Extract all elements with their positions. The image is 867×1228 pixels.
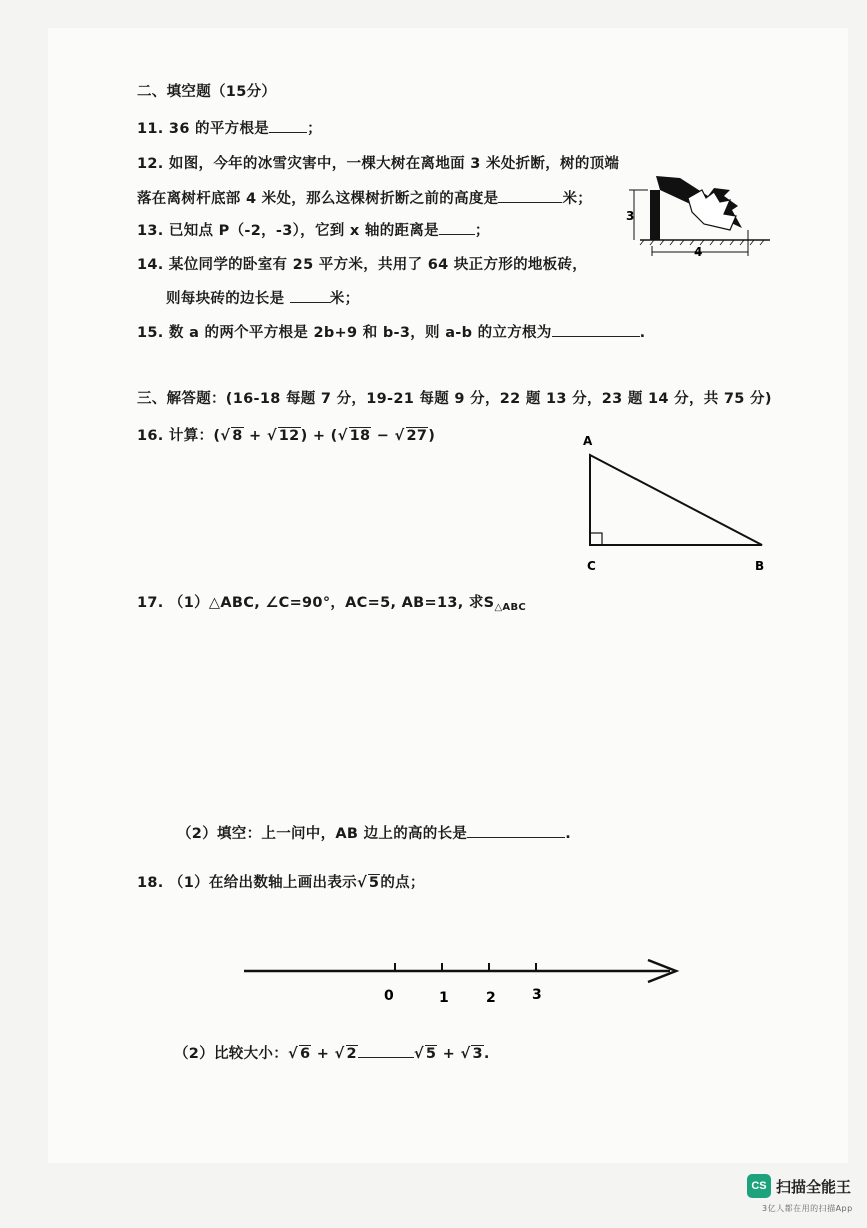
question-15 — [137, 321, 645, 342]
q18-part1-text: 18. （1）在给出数轴上画出表示 — [137, 875, 357, 891]
sqrt-sign: √ — [356, 875, 367, 891]
q11-end: ； — [307, 121, 322, 137]
question-14-line1: 14. 某位同学的卧室有 25 平方米，共用了 64 块正方形的地板砖， — [137, 257, 588, 273]
q14-text: 则每块砖的边长是 — [166, 291, 285, 307]
sqrt-sign: √ — [460, 1046, 471, 1062]
q12-answer-blank[interactable] — [498, 188, 562, 203]
camscanner-title: 扫描全能王 — [776, 1178, 852, 1196]
tick-label-2: 2 — [486, 990, 496, 1006]
broken-tree-figure — [620, 168, 770, 258]
tree-trunk — [650, 190, 660, 240]
section2-heading: 二、填空题（15分） — [137, 84, 277, 100]
q15-answer-blank[interactable] — [552, 322, 640, 337]
q15-end: . — [639, 325, 646, 341]
q18-part1-end: 的点； — [380, 875, 425, 891]
tick-label-1: 1 — [439, 990, 449, 1006]
q18-radicand-3: 5 — [425, 1046, 437, 1062]
sqrt-sign: √ — [337, 428, 348, 444]
q15-text: 15. 数 a 的两个平方根是 2b+9 和 b-3，则 a-b 的立方根为 — [137, 325, 552, 341]
q17-answer-blank[interactable] — [467, 823, 565, 838]
q17-part1-text: 17. （1）△ABC, ∠C=90°，AC=5, AB=13, 求S — [137, 595, 495, 611]
q17-part2-end: . — [565, 826, 572, 842]
question-18-part1 — [137, 871, 425, 892]
question-12-line2 — [137, 187, 592, 208]
sqrt-sign: √ — [413, 1046, 424, 1062]
tree-distance-label: 4 — [694, 245, 703, 258]
q16-radicand-1: 8 — [232, 428, 243, 444]
q16-radicand-4: 27 — [406, 428, 428, 444]
tick-label-0: 0 — [384, 988, 394, 1004]
section3-heading: 三、解答题：(16-18 每题 7 分，19-21 每题 9 分，22 题 13 分，23 题 14 分，共 75 分) — [137, 391, 772, 407]
q12-end: 米； — [562, 191, 593, 207]
q11-text: 11. 36 的平方根是 — [137, 121, 270, 137]
q13-answer-blank[interactable] — [439, 220, 475, 235]
sqrt-sign: √ — [288, 1046, 298, 1062]
tick-label-3: 3 — [532, 987, 542, 1003]
q18-plus-2: + — [442, 1046, 456, 1062]
tree-height-label: 3 — [626, 209, 635, 223]
q18-radicand-2: 2 — [346, 1046, 357, 1062]
q14-end: 米； — [329, 291, 360, 307]
q11-answer-blank[interactable] — [269, 118, 307, 133]
camscanner-logo: CS — [747, 1174, 771, 1198]
vertex-c-label: C — [587, 559, 596, 573]
right-angle-mark — [590, 533, 602, 545]
q13-end: ； — [474, 223, 490, 239]
question-17-part1 — [137, 591, 526, 613]
q17-part2-text: （2）填空：上一问中，AB 边上的高的长是 — [177, 826, 468, 842]
question-11 — [137, 117, 322, 138]
sqrt-sign: √ — [334, 1046, 345, 1062]
question-17-part2 — [177, 822, 571, 843]
right-triangle-figure — [575, 425, 775, 580]
sqrt-sign: √ — [220, 428, 231, 444]
q16-radicand-3: 18 — [349, 428, 371, 444]
q18-radicand: 5 — [368, 875, 380, 891]
q16-mid: ) + ( — [300, 428, 338, 444]
q16-minus: − — [376, 428, 390, 444]
q18-end: . — [483, 1046, 490, 1062]
q18-plus-1: + — [316, 1046, 330, 1062]
q12-text: 落在离树杆底部 4 米处，那么这棵树折断之前的高度是 — [137, 191, 499, 207]
number-line — [240, 950, 685, 1010]
q13-text: 13. 已知点 P（-2，-3），它到 x 轴的距离是 — [137, 223, 439, 239]
q18-radicand-4: 3 — [472, 1046, 483, 1062]
q16-plus: + — [249, 428, 262, 444]
q17-area-subscript: △ABC — [494, 602, 527, 613]
q14-answer-blank[interactable] — [290, 288, 330, 303]
q18-radicand-1: 6 — [299, 1046, 311, 1062]
vertex-b-label: B — [755, 559, 765, 573]
question-16 — [137, 424, 435, 445]
question-13 — [137, 219, 490, 240]
triangle-abc — [590, 455, 762, 545]
q16-close: ) — [428, 428, 436, 444]
q18-part2-text: （2）比较大小： — [174, 1046, 288, 1062]
q18-compare-blank[interactable] — [358, 1043, 414, 1058]
q16-radicand-2: 12 — [278, 428, 300, 444]
question-12-line1: 12. 如图，今年的冰雪灾害中，一棵大树在离地面 3 米处折断，树的顶端 — [137, 156, 620, 172]
question-18-part2 — [174, 1042, 490, 1063]
camscanner-subtitle: 3亿人都在用的扫描App — [762, 1204, 853, 1213]
sqrt-sign: √ — [394, 428, 405, 444]
sqrt-sign: √ — [266, 428, 277, 444]
q16-prefix: 16. 计算：( — [137, 428, 221, 444]
vertex-a-label: A — [583, 434, 593, 448]
question-14-line2 — [166, 287, 359, 308]
